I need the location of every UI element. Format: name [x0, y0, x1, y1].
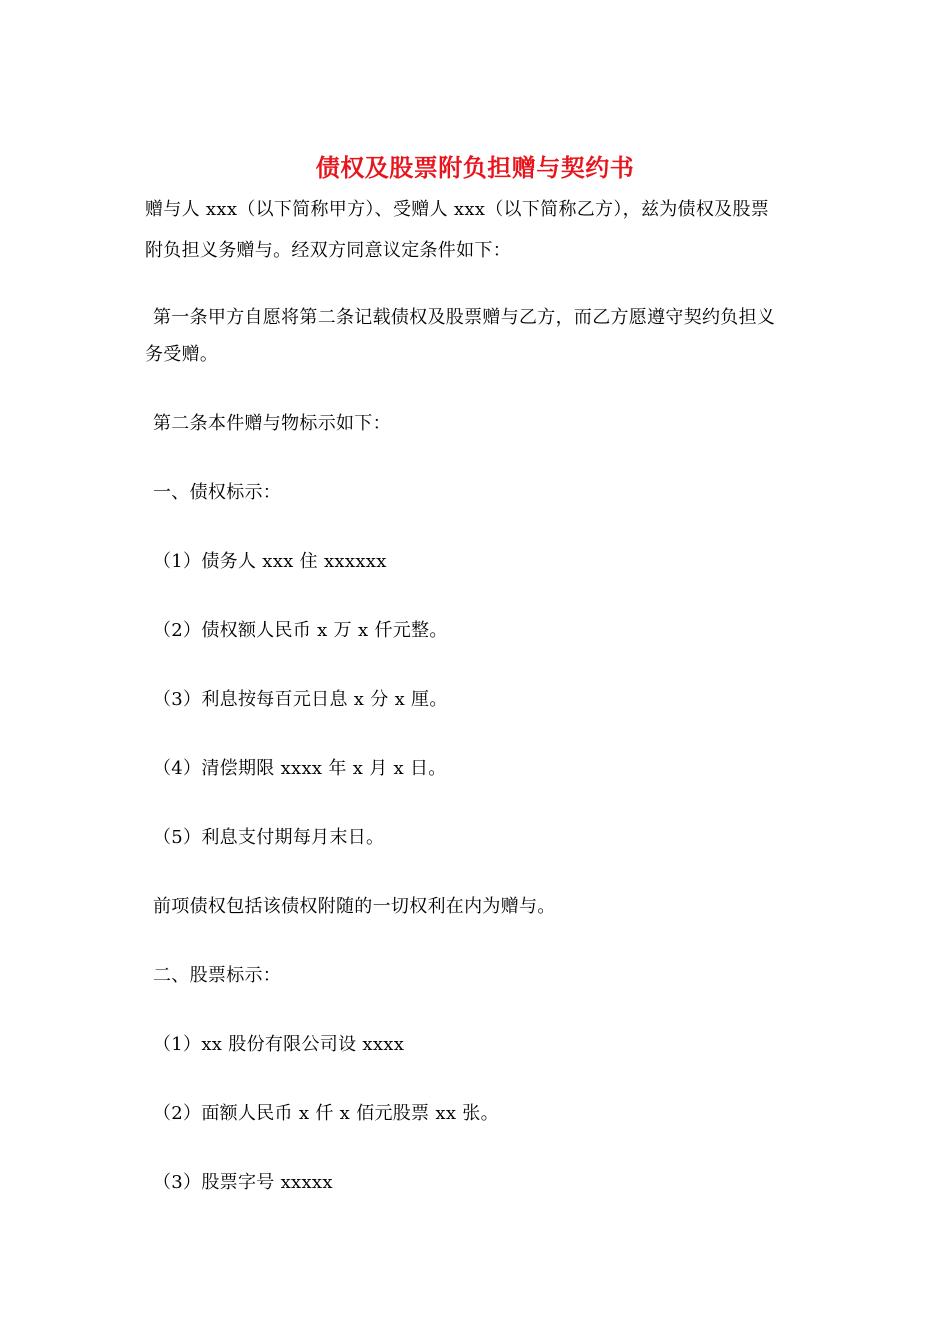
section-1-item: （4）清偿期限 xxxx 年 x 月 x 日。	[153, 758, 447, 779]
section-1-item: （5）利息支付期每月末日。	[153, 827, 385, 848]
section-1-item: （2）债权额人民币 x 万 x 仟元整。	[153, 620, 448, 641]
intro-line-2: 附负担义务赠与。经双方同意议定条件如下：	[145, 240, 511, 261]
section-1-heading: 一、债权标示：	[153, 482, 282, 503]
section-2-item: （3）股票字号 xxxxx	[153, 1172, 333, 1193]
article-1-line-1: 第一条甲方自愿将第二条记载债权及股票赠与乙方，而乙方愿遵守契约负担义	[153, 307, 776, 328]
section-1-item: （1）债务人 xxx 住 xxxxxx	[153, 551, 387, 572]
section-1-note: 前项债权包括该债权附随的一切权利在内为赠与。	[153, 896, 556, 917]
section-1-item: （3）利息按每百元日息 x 分 x 厘。	[153, 689, 448, 710]
section-2-heading: 二、股票标示：	[153, 965, 282, 986]
article-2-heading: 第二条本件赠与物标示如下：	[153, 413, 391, 434]
section-2-item: （2）面额人民币 x 仟 x 佰元股票 xx 张。	[153, 1103, 499, 1124]
intro-line-1: 赠与人 xxx（以下简称甲方）、受赠人 xxx（以下简称乙方），兹为债权及股票	[145, 199, 770, 220]
section-2-item: （1）xx 股份有限公司设 xxxx	[153, 1034, 405, 1055]
article-1-line-2: 务受赠。	[145, 344, 219, 365]
document-title: 债权及股票附负担赠与契约书	[315, 153, 635, 182]
